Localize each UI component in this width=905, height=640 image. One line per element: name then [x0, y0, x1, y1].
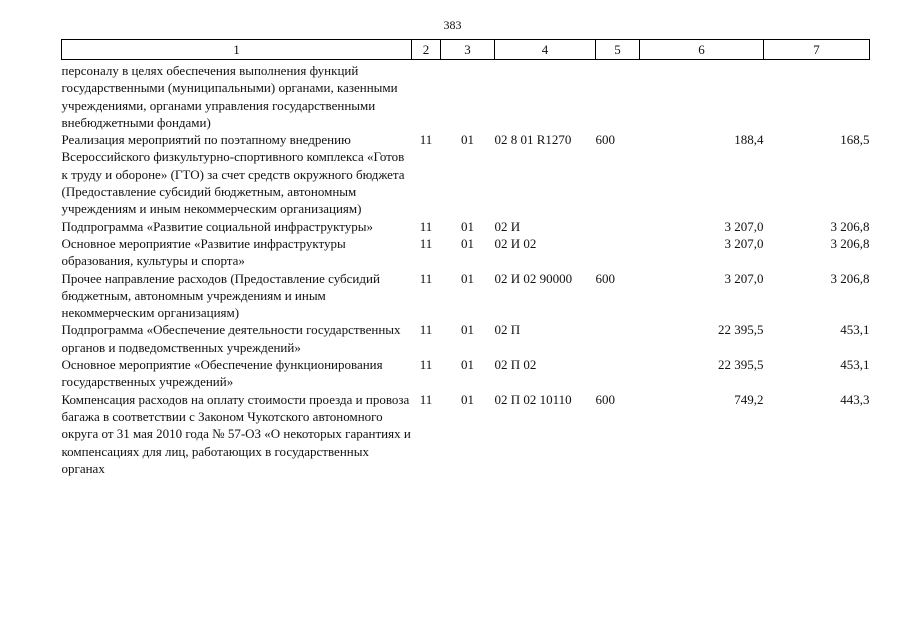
row-name: Подпрограмма «Обеспечение деятельности государственных органов и подведомственных учреждений» [61, 322, 401, 355]
row-subsection: 01 [461, 218, 474, 234]
row-planned-amount: 188,4 [734, 132, 764, 148]
row-subsection: 01 [461, 270, 474, 286]
column-header-4: 4 [495, 40, 596, 60]
row-executed-amount: 453,1 [840, 357, 870, 373]
row-section: 11 [419, 322, 433, 338]
row-executed-amount: 3 206,8 [830, 235, 870, 251]
row-executed-amount [764, 60, 870, 132]
column-header-5: 5 [596, 40, 640, 60]
row-name: Прочее направление расходов (Предоставление субсидий бюджетным, автономным учреждениям и иным некоммерческим организациям) [61, 270, 380, 321]
row-planned-amount: 3 207,0 [724, 218, 764, 234]
row-target-code: 02 8 01 R1270 [494, 132, 572, 148]
row-expense-type: 600 [595, 270, 615, 286]
row-planned-amount: 22 395,5 [718, 322, 764, 338]
row-expense-type: 600 [595, 391, 615, 407]
table-row [62, 218, 870, 235]
column-header-1: 1 [62, 40, 412, 60]
row-name: Основное мероприятие «Обеспечение функционирования государственных учреждений» [61, 357, 383, 390]
header-row [62, 40, 870, 60]
column-header-7: 7 [764, 40, 870, 60]
row-executed-amount: 453,1 [840, 322, 870, 338]
budget-table [61, 39, 870, 477]
row-subsection [441, 60, 495, 132]
row-name: Подпрограмма «Развитие социальной инфраструктуры» [61, 218, 374, 234]
column-header-2: 2 [412, 40, 441, 60]
row-executed-amount: 3 206,8 [830, 218, 870, 234]
table-row [62, 60, 870, 132]
row-subsection: 01 [461, 235, 474, 251]
column-header-3: 3 [441, 40, 495, 60]
table-row [62, 321, 870, 356]
row-executed-amount: 3 206,8 [830, 270, 870, 286]
row-target-code: 02 И 02 [494, 235, 537, 251]
row-section: 11 [419, 132, 433, 148]
row-expense-type [596, 60, 640, 132]
row-target-code [495, 60, 596, 132]
row-subsection: 01 [461, 322, 474, 338]
row-subsection: 01 [461, 391, 474, 407]
row-section: 11 [419, 235, 433, 251]
row-expense-type [596, 356, 640, 391]
row-target-code: 02 П 02 10110 [494, 391, 572, 407]
row-name: Компенсация расходов на оплату стоимости проезда и провоза багажа в соответствии с Законом Чукотского автономного округа от 31 мая 2010 года № 57-ОЗ «О некоторых гарантиях и компенсациях для лиц, работающих в государственных органах [61, 391, 411, 476]
row-expense-type [596, 321, 640, 356]
row-expense-type [596, 218, 640, 235]
row-name: Основное мероприятие «Развитие инфраструктуры образования, культуры и спорта» [61, 235, 346, 269]
row-planned-amount: 22 395,5 [718, 357, 764, 373]
row-name: персоналу в целях обеспечения выполнения функций государственными (муниципальными) органами, казенными учреждениями, органами управления государственными внебюджетными фондами) [61, 63, 398, 130]
row-planned-amount: 3 207,0 [724, 270, 764, 286]
row-expense-type [596, 235, 640, 270]
row-planned-amount [640, 60, 764, 132]
row-name: Реализация мероприятий по поэтапному внедрению Всероссийского физкультурно-спортивного комплекса «Готов к труду и обороне» (ГТО) за счет средств окружного бюджета (Предоставление субсидий бюджетным, автономным учреждениям и иным некоммерческим организациям) [61, 132, 405, 217]
row-section [412, 60, 441, 132]
row-section: 11 [419, 357, 433, 373]
row-target-code: 02 П [494, 322, 521, 338]
row-executed-amount: 443,3 [840, 391, 870, 407]
row-target-code: 02 П 02 [494, 357, 537, 373]
row-subsection: 01 [461, 132, 474, 148]
table-row [62, 235, 870, 270]
row-planned-amount: 3 207,0 [724, 235, 764, 251]
row-executed-amount: 168,5 [840, 132, 870, 148]
row-subsection: 01 [461, 357, 474, 373]
table-row [62, 131, 870, 217]
column-header-6: 6 [640, 40, 764, 60]
row-section: 11 [419, 270, 433, 286]
row-section: 11 [419, 218, 433, 234]
table-row [62, 356, 870, 391]
row-target-code: 02 И 02 90000 [494, 270, 573, 286]
table-row [62, 270, 870, 322]
table-row [62, 391, 870, 477]
page-number: 383 [443, 18, 462, 32]
row-section: 11 [419, 391, 433, 407]
row-target-code: 02 И [494, 218, 521, 234]
row-expense-type: 600 [595, 132, 615, 148]
row-planned-amount: 749,2 [734, 391, 764, 407]
